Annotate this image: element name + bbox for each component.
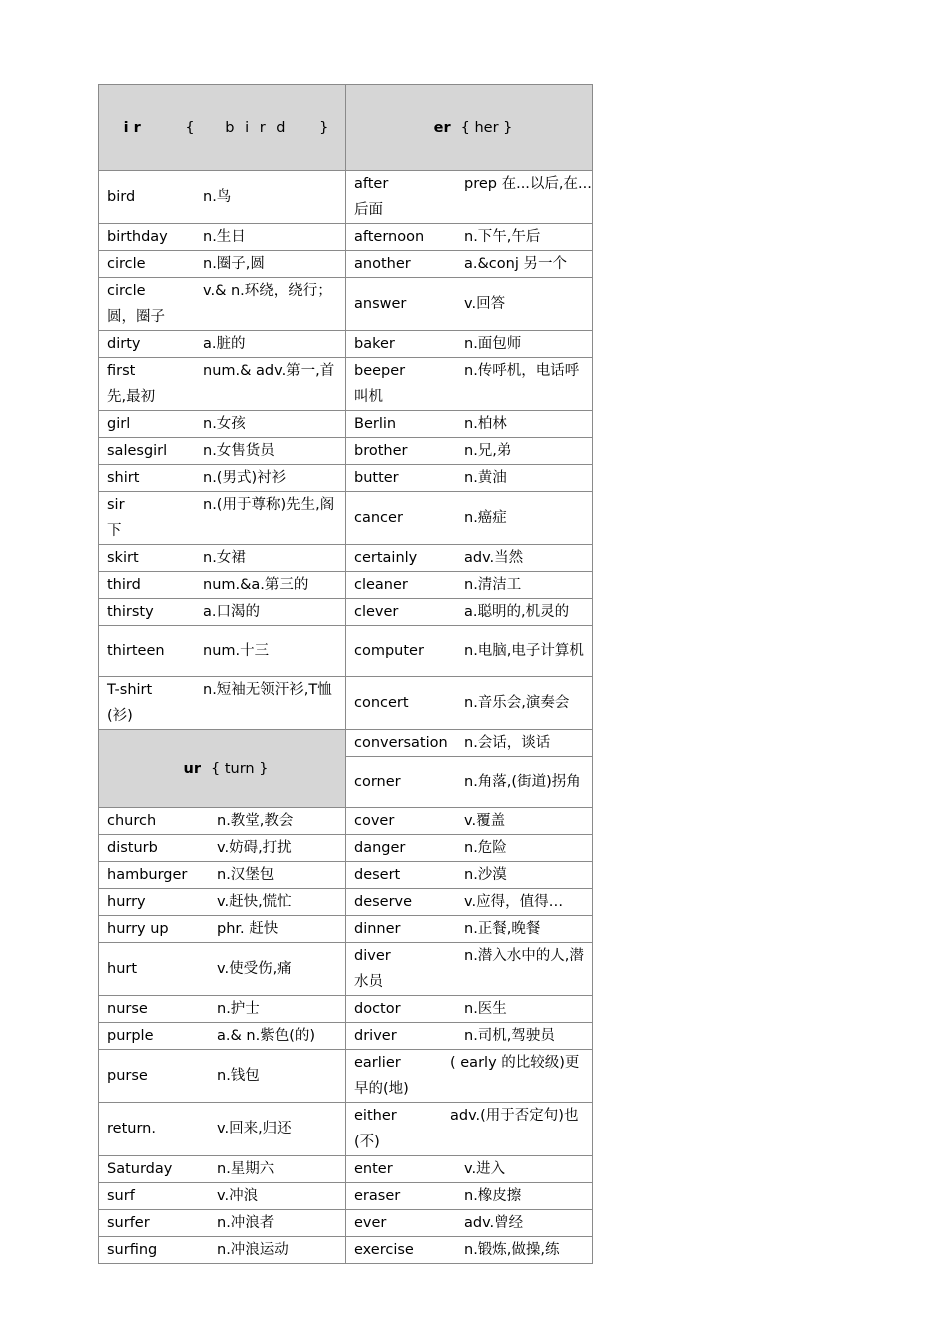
table-row: nurse n.护士	[99, 996, 346, 1023]
table-row: sir n.(用于尊称)先生,阁下	[99, 492, 346, 545]
table-row: Berlin n.柏林	[346, 411, 593, 438]
table-row: deserve v.应得，值得…	[346, 889, 593, 916]
ir-header: i r { b i r d }	[99, 85, 346, 171]
table-row: desert n.沙漠	[346, 862, 593, 889]
table-row: cleaner n.清洁工	[346, 572, 593, 599]
table-row: disturb v.妨碍,打扰	[99, 835, 346, 862]
ur-label: ur	[183, 760, 202, 777]
table-row: certainly adv.当然	[346, 545, 593, 572]
table-row: hamburger n.汉堡包	[99, 862, 346, 889]
table-row: Saturday n.星期六	[99, 1156, 346, 1183]
table-row: shirt n.(男式)衬衫	[99, 465, 346, 492]
table-row: thirsty a.口渴的	[99, 599, 346, 626]
table-row: baker n.面包师	[346, 331, 593, 358]
table-row: purple a.& n.紫色(的)	[99, 1023, 346, 1050]
table-row: girl n.女孩	[99, 411, 346, 438]
table-row: computer n.电脑,电子计算机	[346, 626, 593, 677]
table-row: brother n.兄,弟	[346, 438, 593, 465]
table-row: eraser n.橡皮擦	[346, 1183, 593, 1210]
er-label: er	[433, 119, 451, 136]
table-row: conversation n.会话，谈话	[346, 730, 593, 757]
ir-example: b i r d	[225, 119, 289, 136]
ur-example: { turn }	[211, 760, 269, 777]
table-row: hurry up phr. 赶快	[99, 916, 346, 943]
ur-header	[99, 730, 346, 808]
table-row: circle v.& n.环绕，绕行；圆，圈子	[99, 278, 346, 331]
table-row: church n.教堂,教会	[99, 808, 346, 835]
table-row: hurry v.赶快,慌忙	[99, 889, 346, 916]
table-row: salesgirl n.女售货员	[99, 438, 346, 465]
table-row: surfing n.冲浪运动	[99, 1237, 346, 1264]
table-row: beeper n.传呼机，电话呼叫机	[346, 358, 593, 411]
table-row: third num.&a.第三的	[99, 572, 346, 599]
table-row: T-shirt n.短袖无领汗衫,T恤(衫)	[99, 677, 346, 730]
table-row: hurt v.使受伤,痛	[99, 943, 346, 996]
table-row: surfer n.冲浪者	[99, 1210, 346, 1237]
table-row: doctor n.医生	[346, 996, 593, 1023]
table-row: return. v.回来,归还	[99, 1103, 346, 1156]
er-header	[346, 85, 593, 171]
ir-label: i r	[123, 119, 141, 136]
table-row: skirt n.女裙	[99, 545, 346, 572]
table-row: earlier ( early 的比较级)更早的(地)	[346, 1050, 593, 1103]
table-row: afternoon n.下午,午后	[346, 224, 593, 251]
table-row: diver n.潜入水中的人,潜水员	[346, 943, 593, 996]
table-row: clever a.聪明的,机灵的	[346, 599, 593, 626]
table-row: surf v.冲浪	[99, 1183, 346, 1210]
table-row: bird n.鸟	[99, 171, 346, 224]
vocabulary-table	[98, 84, 593, 1264]
table-row: driver n.司机,驾驶员	[346, 1023, 593, 1050]
table-row: exercise n.锻炼,做操,练	[346, 1237, 593, 1264]
table-row: after prep 在...以后,在...后面	[346, 171, 593, 224]
table-row: corner n.角落,(街道)拐角	[346, 757, 593, 808]
table-row: butter n.黄油	[346, 465, 593, 492]
table-row: danger n.危险	[346, 835, 593, 862]
table-row: cancer n.癌症	[346, 492, 593, 545]
table-row: first num.& adv.第一,首先,最初	[99, 358, 346, 411]
table-row: purse n.钱包	[99, 1050, 346, 1103]
table-row: ever adv.曾经	[346, 1210, 593, 1237]
table-row: dirty a.脏的	[99, 331, 346, 358]
table-row: concert n.音乐会,演奏会	[346, 677, 593, 730]
table-row: answer v.回答	[346, 278, 593, 331]
table-row: enter v.进入	[346, 1156, 593, 1183]
table-row: birthday n.生日	[99, 224, 346, 251]
table-row: cover v.覆盖	[346, 808, 593, 835]
table-row: either adv.(用于否定句)也(不)	[346, 1103, 593, 1156]
er-example: { her }	[460, 119, 513, 136]
table-row: another a.&conj 另一个	[346, 251, 593, 278]
table-row: thirteen num.十三	[99, 626, 346, 677]
table-row: dinner n.正餐,晚餐	[346, 916, 593, 943]
table-row: circle n.圈子,圆	[99, 251, 346, 278]
